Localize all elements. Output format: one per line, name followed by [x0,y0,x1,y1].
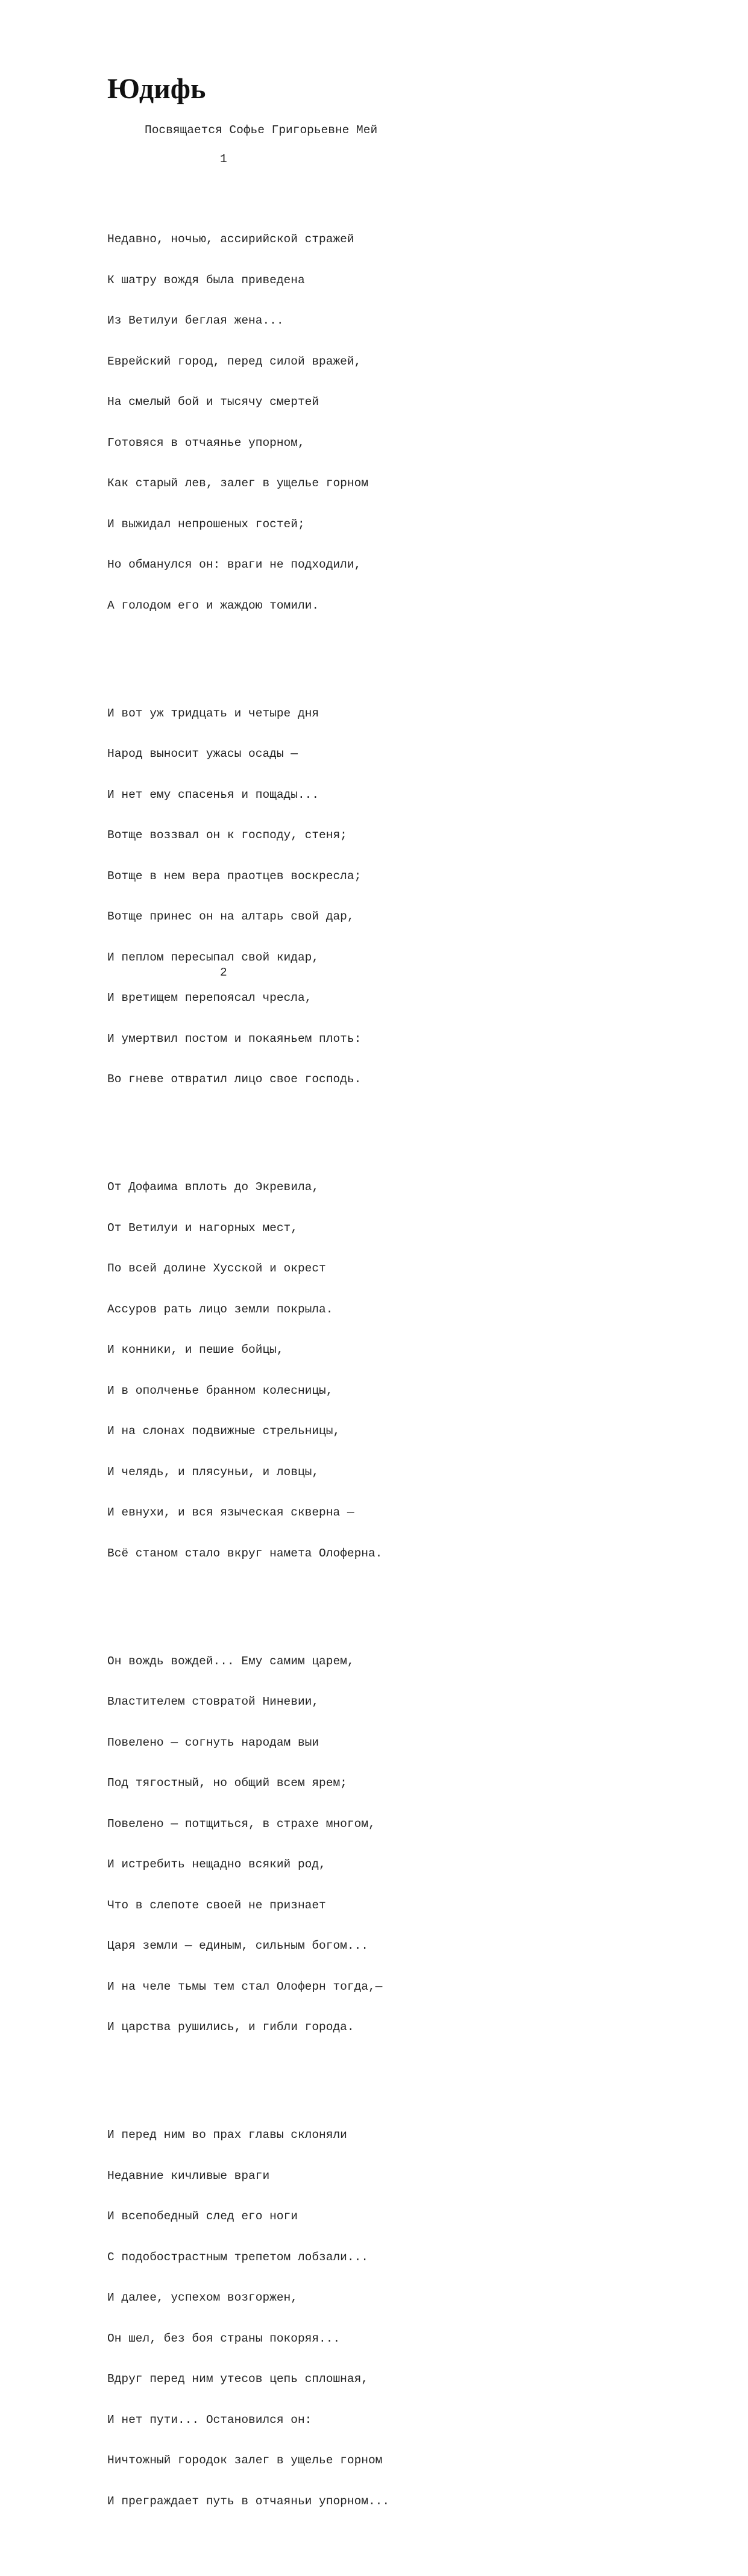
dedication: Посвящается Софье Григорьевне Мей [145,124,378,137]
poem-line: Из Ветилуи беглая жена... [107,314,284,327]
poem-line: А голодом его и жаждою томили. [107,598,319,612]
poem-line: И умертвил постом и покаяньем плоть: [107,1032,362,1045]
poem-line: Вотще в нем вера праотцев воскресла; [107,869,362,883]
poem-line: И перед ним во прах главы склоняли [107,2128,347,2142]
poem-line: Вотще принес он на алтарь свой дар, [107,910,354,923]
poem-line: И на челе тьмы тем стал Олоферн тогда,— [107,1979,383,1993]
poem-line: Всё станом стало вкруг намета Олоферна. [107,1546,383,1560]
poem-line: И преграждает путь в отчаяньи упорном... [107,2494,390,2508]
poem-line: От Дофаима вплоть до Экревила, [107,1180,319,1194]
poem-line: Недавно, ночью, ассирийской стражей [107,233,354,246]
stanza-5 [107,2102,710,2535]
poem-line: И царства рушились, и гибли города. [107,2020,354,2034]
stanza-1 [107,206,710,639]
poem-line: Вдруг перед ним утесов цепь сплошная, [107,2372,368,2386]
poem-line: И нет пути... Остановился он: [107,2413,312,2427]
poem-line: Но обманулся он: враги не подходили, [107,558,362,571]
poem-line: Народ выносит ужасы осады — [107,747,298,760]
poem-line: И всепобедный след его ноги [107,2210,298,2223]
poem-line: И конники, и пешие бойцы, [107,1343,284,1356]
poem-body [107,180,710,2576]
stanza-2 [107,680,710,1114]
poem-line: Недавние кичливые враги [107,2169,270,2183]
poem-line: Ассуров рать лицо земли покрыла. [107,1302,333,1316]
poem-line: Готовяся в отчаянье упорном, [107,436,305,450]
poem-line: Властителем стовратой Ниневии, [107,1695,319,1708]
poem-line: От Ветилуи и нагорных мест, [107,1221,298,1235]
poem-line: Под тягостный, но общий всем ярем; [107,1776,347,1790]
poem-line: Царя земли — единым, сильным богом... [107,1939,368,1952]
poem-line: К шатру вождя была приведена [107,273,305,287]
section-number-1: 1 [220,152,227,166]
poem-line: Повелено — согнуть народам выи [107,1735,319,1749]
poem-line: И нет ему спасенья и пощады... [107,788,319,801]
section-number-2: 2 [220,966,227,979]
poem-line: Еврейский город, перед силой вражей, [107,354,362,368]
poem-line: Во гневе отвратил лицо свое господь. [107,1073,362,1086]
poem-line: Ничтожный городок залег в ущелье горном [107,2454,383,2467]
poem-title: Юдифь [107,73,206,105]
poem-line: И вретищем перепоясал чресла, [107,991,312,1004]
poem-line: И челядь, и плясуньи, и ловцы, [107,1465,319,1479]
poem-line: И истребить нещадно всякий род, [107,1858,326,1871]
stanza-4 [107,1628,710,2061]
poem-line: И далее, успехом возгоржен, [107,2291,298,2304]
poem-line: И выжидал непрошеных гостей; [107,517,305,531]
poem-line: И пеплом пересыпал свой кидар, [107,950,319,964]
poem-line: Вотще воззвал он к господу, стеня; [107,829,347,842]
poem-line: На смелый бой и тысячу смертей [107,395,319,409]
poem-line: Повелено — потщиться, в страхе многом, [107,1817,376,1831]
poem-line: Как старый лев, залег в ущелье горном [107,477,368,490]
poem-line: И на слонах подвижные стрельницы, [107,1424,341,1438]
poem-line: Он шел, без боя страны покоряя... [107,2331,341,2345]
poem-line: С подобострастным трепетом лобзали... [107,2250,368,2264]
poem-line: И в ополченье бранном колесницы, [107,1384,333,1397]
poem-line: И евнухи, и вся языческая скверна — [107,1506,354,1519]
poem-line: Он вождь вождей... Ему самим царем, [107,1654,354,1668]
poem-line: По всей долине Хусской и окрест [107,1262,326,1275]
poem-line: И вот уж тридцать и четыре дня [107,706,319,720]
stanza-3 [107,1154,710,1587]
poem-line: Что в слепоте своей не признает [107,1898,326,1912]
